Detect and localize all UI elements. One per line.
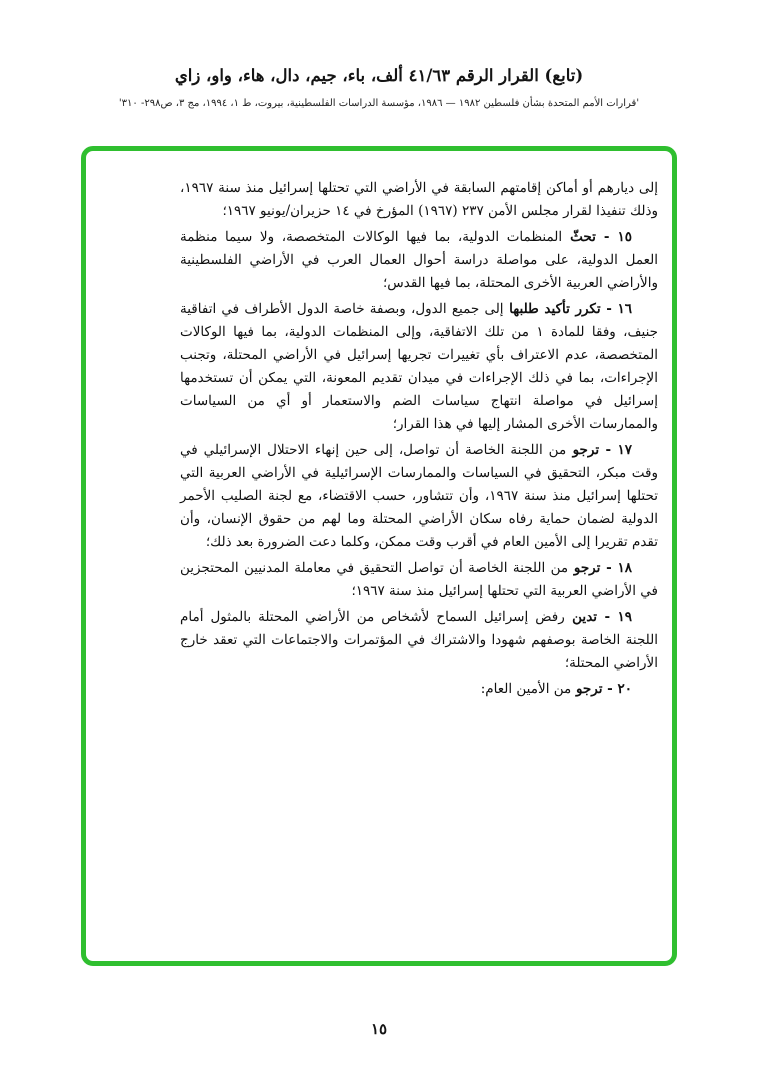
paragraph-lead: ١٨ - ترجو bbox=[568, 560, 632, 576]
paragraph-text: المنظمات الدولية، بما فيها الوكالات المتخصصة، ولا سيما منظمة العمل الدولية، على مواصلة دراسة أحوال العمال العرب في الأراضي الفلسطينية والأراضي العربية الأخرى المحتلة، بما فيها القدس؛ bbox=[180, 229, 658, 291]
paragraph-text: إلى جميع الدول، وبصفة خاصة الدول الأطراف في اتفاقية جنيف، وفقا للمادة ١ من تلك الاتفاقية، وإلى المنظمات الدولية، بما فيها الوكالات المتخصصة، عدم الاعتراف بأي تغييرات تجريها إسرائيل في الأراضي المحتلة، وتجنب الإجراءات، بما في ذلك الإجراءات في ميدان تقديم المعونة، التي يمكن أن تستخدمها إسرائيل في مواصلة انتهاج سياسات الضم والاستعمار أو أي من السياسات والممارسات الأخرى المشار إليها في هذا القرار؛ bbox=[180, 301, 658, 432]
paragraph-lead: ١٧ - ترجو bbox=[566, 442, 632, 458]
paragraph-18 bbox=[180, 557, 658, 603]
paragraph-continuation bbox=[180, 177, 658, 223]
paragraph-text: من الأمين العام: bbox=[480, 681, 572, 697]
paragraph-text: إلى ديارهم أو أماكن إقامتهم السابقة في الأراضي التي تحتلها إسرائيل منذ سنة ١٩٦٧، وذلك تنفيذا لقرار مجلس الأمن ٢٣٧ (١٩٦٧) المؤرخ في ١٤ حزيران/يونيو ١٩٦٧؛ bbox=[180, 180, 658, 219]
paragraph-17 bbox=[180, 439, 658, 554]
source-citation: 'قرارات الأمم المتحدة بشأن فلسطين ١٩٨٢ — ١٩٨٦، مؤسسة الدراسات الفلسطينية، بيروت، ط ١، ١٩٩٤، مج ٣، ص٢٩٨- ٣١٠' bbox=[118, 98, 640, 109]
paragraph-16 bbox=[180, 298, 658, 436]
content-frame bbox=[81, 146, 677, 966]
paragraph-19 bbox=[180, 606, 658, 675]
paragraph-text: من اللجنة الخاصة أن تواصل، إلى حين إنهاء الاحتلال الإسرائيلي في وقت مبكر، التحقيق في السياسات والممارسات الإسرائيلية في الأراضي العربية التي تحتلها إسرائيل منذ سنة ١٩٦٧، وأن تتشاور، حسب الاقتضاء، مع لجنة الصليب الأحمر الدولية لضمان حماية رفاه سكان الأراضي المحتلة وما لهم من حقوق الإنسان، وأن تقدم تقريرا إلى الأمين العام في أقرب وقت ممكن، وكلما دعت الضرورة بعد ذلك؛ bbox=[180, 442, 658, 550]
paragraph-20 bbox=[180, 678, 658, 701]
paragraph-lead: ١٩ - تدين bbox=[564, 609, 632, 625]
body-text bbox=[180, 177, 658, 704]
page-number: ١٥ bbox=[370, 1020, 388, 1038]
paragraph-lead: ٢٠ - ترجو bbox=[571, 681, 632, 697]
document-title: (تابع) القرار الرقم ٤١/٦٣ ألف، باء، جيم، دال، هاء، واو، زاي bbox=[174, 66, 584, 85]
paragraph-lead: ١٦ - تكرر تأكيد طلبها bbox=[503, 301, 632, 317]
paragraph-text: من اللجنة الخاصة أن تواصل التحقيق في معاملة المدنيين المحتجزين في الأراضي العربية التي تحتلها إسرائيل منذ سنة ١٩٦٧؛ bbox=[180, 560, 658, 599]
paragraph-15 bbox=[180, 226, 658, 295]
paragraph-lead: ١٥ - تحثّ bbox=[562, 229, 632, 245]
paragraph-text: رفض إسرائيل السماح لأشخاص من الأراضي المحتلة بالمثول أمام اللجنة الخاصة بوصفهم شهودا والاشتراك في المؤتمرات والاجتماعات التي تعقد خارج الأراضي المحتلة؛ bbox=[180, 609, 658, 671]
